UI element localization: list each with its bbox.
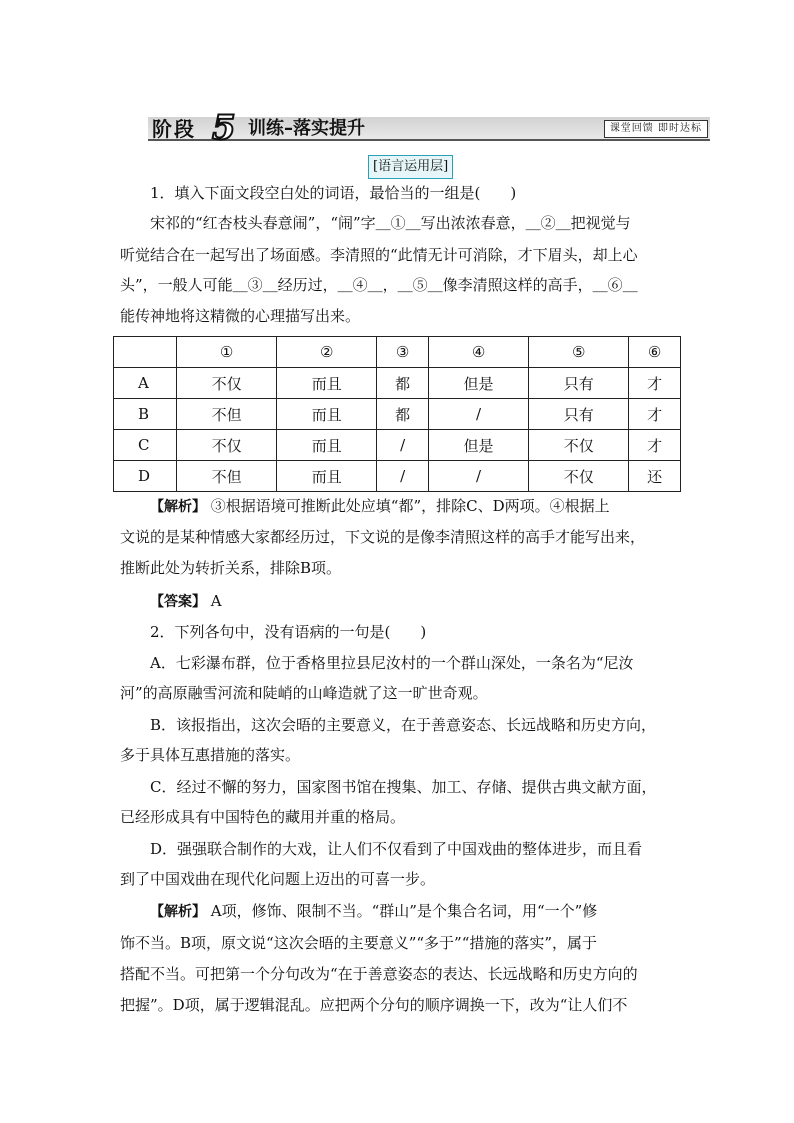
table-header-cell: ⑥ (629, 337, 681, 368)
q1-passage-line-4: 能传神地将这精微的心理描写出来。 (120, 307, 361, 325)
stage-number: 5 (212, 108, 236, 148)
table-cell: D (114, 461, 177, 492)
table-cell: 才 (629, 368, 681, 399)
q1-analysis-line-2: 文说的是某种情感大家都经历过，下文说的是像李清照这样的高手才能写出来， (120, 528, 646, 546)
table-cell: C (114, 430, 177, 461)
q1-passage-line-2: 听觉结合在一起写出了场面感。李清照的“此情无计可消除，才下眉头，却上心 (120, 246, 638, 264)
table-row (114, 399, 681, 430)
table-cell: 而且 (277, 461, 377, 492)
table-cell: 不仅 (177, 368, 277, 399)
q2-analysis-line-2: 饰不当。B项，原文说“这次会晤的主要意义”“多于”“措施的落实”，属于 (120, 934, 598, 952)
banner-title: 训练–落实提升 (248, 118, 365, 139)
table-cell: 不但 (177, 461, 277, 492)
table-cell: / (377, 461, 429, 492)
q2-option-d-line-1: D．强强联合制作的大戏，让人们不仅看到了中国戏曲的整体进步，而且看 (150, 840, 643, 858)
table-cell: / (428, 461, 528, 492)
table-cell: 而且 (277, 430, 377, 461)
table-cell: 不仅 (529, 430, 629, 461)
section-banner (148, 108, 712, 148)
table-cell: 不仅 (529, 461, 629, 492)
table-cell: 都 (377, 368, 429, 399)
analysis-label: 【解析】 (150, 499, 206, 515)
table-cell: 只有 (529, 399, 629, 430)
q2-option-a-line-1: A．七彩瀑布群，位于香格里拉县尼汝村的一个群山深处，一条名为“尼汝 (150, 654, 634, 672)
table-cell: 不但 (177, 399, 277, 430)
table-cell: 只有 (529, 368, 629, 399)
table-cell: 都 (377, 399, 429, 430)
table-row (114, 368, 681, 399)
q1-passage-line-1: 宋祁的“红杏枝头春意闹”，“闹”字＿①＿写出浓浓春意，＿②＿把视觉与 (150, 214, 631, 232)
table-header-cell: ⑤ (529, 337, 629, 368)
table-cell: 但是 (428, 368, 528, 399)
q1-answer (120, 586, 678, 617)
table-cell: B (114, 399, 177, 430)
q2-analysis-line-4: 把握”。D项，属于逻辑混乱。应把两个分句的顺序调换一下，改为“让人们不 (120, 996, 628, 1014)
section-label: [语言运用层] (368, 155, 453, 179)
q2-option-d-line-2: 到了中国戏曲在现代化问题上迈出的可喜一步。 (120, 870, 436, 888)
table-cell: 还 (629, 461, 681, 492)
table-header-cell: ③ (377, 337, 429, 368)
table-cell: / (377, 430, 429, 461)
analysis-label: 【解析】 (150, 904, 206, 920)
table-cell: A (114, 368, 177, 399)
q1-analysis-line-3: 推断此处为转折关系，排除B项。 (120, 559, 342, 577)
table-cell: 而且 (277, 368, 377, 399)
table-header-cell (114, 337, 177, 368)
table-row (114, 430, 681, 461)
stage-label: 阶段 (152, 117, 196, 141)
table-header-cell: ④ (428, 337, 528, 368)
table-cell: 才 (629, 430, 681, 461)
table-cell: 但是 (428, 430, 528, 461)
q2-option-c-line-2: 已经形成具有中国特色的藏用并重的格局。 (120, 808, 406, 826)
table-header-cell: ② (277, 337, 377, 368)
q2-option-b-line-1: B．该报指出，这次会晤的主要意义，在于善意姿态、长远战略和历史方向， (150, 716, 657, 734)
q1-analysis-line-1 (120, 491, 678, 522)
banner-tag: 课堂回馈 即时达标 (604, 120, 708, 138)
answer-label: 【答案】 (150, 594, 206, 610)
table-cell: 才 (629, 399, 681, 430)
q1-passage-line-3: 头”，一般人可能＿③＿经历过，＿④＿，＿⑤＿像李清照这样的高手，＿⑥＿ (120, 276, 638, 294)
table-cell: / (428, 399, 528, 430)
table-header-cell: ① (177, 337, 277, 368)
table-row (114, 461, 681, 492)
analysis-text: A项，修饰、限制不当。“群山”是个集合名词，用“一个”修 (210, 902, 598, 920)
question-2-stem: 2．下列各句中，没有语病的一句是( ) (150, 623, 427, 641)
answer-value: A (210, 592, 222, 610)
q2-option-a-line-2: 河”的高原融雪河流和陡峭的山峰造就了这一旷世奇观。 (120, 684, 488, 702)
q2-analysis-line-3: 搭配不当。可把第一个分句改为“在于善意姿态的表达、长远战略和历史方向的 (120, 965, 638, 983)
table-cell: 而且 (277, 399, 377, 430)
q2-analysis-line-1 (120, 896, 678, 927)
table-header-row (114, 337, 681, 368)
q1-options-table (113, 336, 681, 492)
q2-option-c-line-1: C．经过不懈的努力，国家图书馆在搜集、加工、存储、提供古典文献方面， (150, 778, 657, 796)
question-1-stem: 1．填入下面文段空白处的词语，最恰当的一组是( ) (150, 184, 517, 202)
analysis-text: ③根据语境可推断此处应填“都”，排除C、D两项。④根据上 (210, 497, 610, 515)
table-cell: 不仅 (177, 430, 277, 461)
q2-option-b-line-2: 多于具体互惠措施的落实。 (120, 746, 301, 764)
